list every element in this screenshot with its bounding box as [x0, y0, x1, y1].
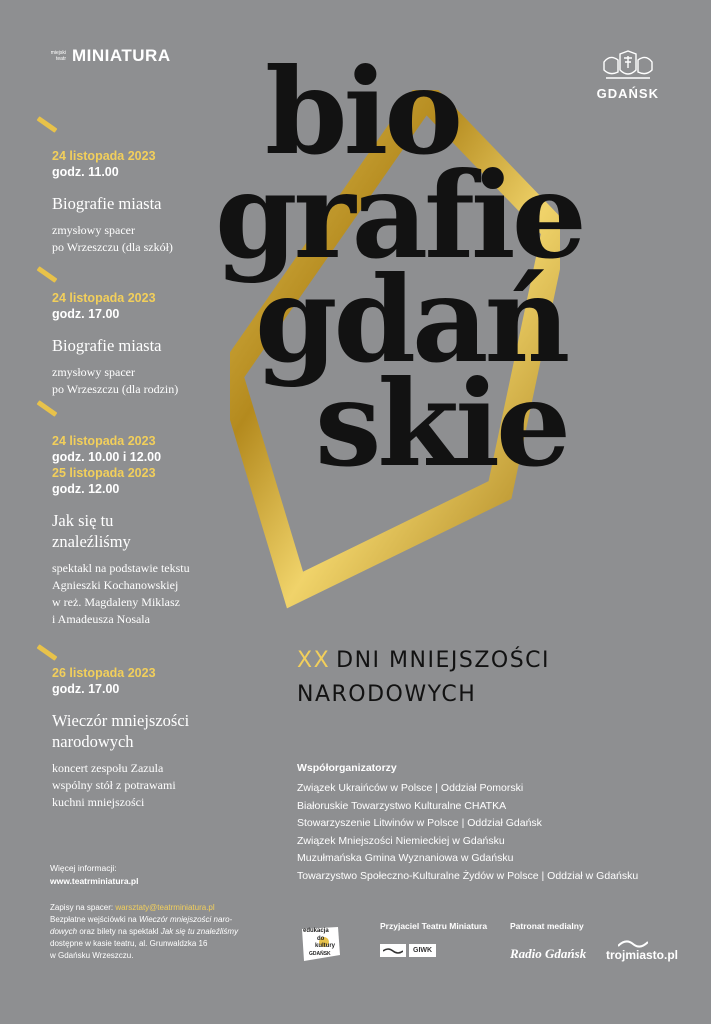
subtitle-line-2: NARODOWYCH — [297, 682, 477, 707]
title-line-3: gdań — [255, 250, 567, 389]
giwk-logo: GIWK — [380, 944, 436, 957]
title-line-4: skie — [315, 354, 568, 493]
signup-email-link[interactable]: warsztaty@teatrminiatura.pl — [115, 903, 215, 912]
event-desc: koncert zespołu Zazula — [52, 761, 164, 775]
event-time: godz. 17.00 — [52, 307, 120, 321]
event-date: 26 listopada 2023 — [52, 666, 156, 680]
event-desc: zmysłowy spacer — [52, 365, 135, 379]
coorganizer-item: Muzułmańska Gmina Wyznaniowa w Gdańsku — [297, 852, 514, 864]
event-title: narodowych — [52, 732, 134, 751]
event-4 — [52, 665, 189, 811]
event-desc: po Wrzeszczu (dla szkół) — [52, 240, 173, 254]
coorganizers-list — [297, 780, 638, 885]
event-date: 24 listopada 2023 — [52, 434, 156, 448]
event-desc: i Amadeusza Nosala — [52, 612, 150, 626]
event-desc: zmysłowy spacer — [52, 223, 135, 237]
subtitle-line-1: XX DNI MNIEJSZOŚCI — [297, 648, 551, 673]
title-line-1: bio — [265, 42, 460, 181]
friends-label: Przyjaciel Teatru Miniatura — [380, 921, 488, 931]
coorganizer-item: Towarzystwo Społeczno-Kulturalne Żydów w Polsce | Oddział w Gdańsku — [297, 869, 639, 882]
trojmiasto-logo: trojmiasto.pl — [606, 938, 678, 962]
logo-main-text: MINIATURA — [72, 46, 171, 65]
event-desc: Agnieszki Kochanowskiej — [52, 578, 179, 592]
event-time: godz. 12.00 — [52, 482, 120, 496]
event-title: Wieczór mniejszości — [52, 711, 190, 730]
event-time: godz. 10.00 i 12.00 — [52, 450, 162, 464]
event-title: Jak się tu — [52, 511, 114, 530]
event-3 — [52, 433, 190, 628]
coorganizers-heading: Współorganizatorzy — [297, 762, 397, 774]
title-line-2: grafie — [215, 146, 583, 285]
slash-decoration — [37, 266, 58, 283]
slash-decoration — [37, 644, 58, 661]
event-desc: wspólny stół z potrawami — [52, 778, 176, 792]
coorganizer-item: Związek Mniejszości Niemieckiej w Gdańsku — [297, 834, 505, 847]
edukacja-do-kultury-logo: edukacja do kultury GDAŃSK — [300, 925, 340, 963]
event-time: godz. 17.00 — [52, 682, 120, 696]
main-title — [215, 42, 695, 493]
signup-info: Zapisy na spacer: warsztaty@teatrminiatura.pl Bezpłatne wejściówki na Wieczór mniejszości naro- dowych oraz bilety na spektakl Jak się tu znaleźliśmy dostępne w kasie teatru, al. Grunwaldzka 16 w Gdańsku Wrzeszczu. — [50, 903, 239, 960]
coorganizer-item: Białoruskie Towarzystwo Kulturalne CHATKA — [297, 799, 507, 812]
event-2 — [52, 290, 178, 398]
coorganizer-item: Stowarzyszenie Litwinów w Polsce | Oddział Gdańsk — [297, 817, 542, 829]
trojmiasto-wave-icon — [618, 938, 648, 948]
event-time: godz. 11.00 — [52, 165, 119, 179]
event-desc: kuchni mniejszości — [52, 795, 145, 809]
radio-gdansk-logo: Radio Gdańsk — [510, 946, 587, 961]
gdansk-label: GDAŃSK — [596, 86, 659, 101]
slash-decoration — [37, 116, 58, 133]
coorganizer-item: Związek Ukraińców w Polsce | Oddział Pomorski — [297, 782, 524, 794]
event-date: 25 listopada 2023 — [52, 466, 156, 480]
media-patron-label: Patronat medialny — [510, 921, 584, 931]
more-info — [50, 862, 138, 888]
event-title: znaleźliśmy — [52, 532, 131, 551]
event-desc: po Wrzeszczu (dla rodzin) — [52, 382, 179, 396]
miniatura-logo — [50, 46, 171, 66]
website-link[interactable]: www.teatrminiatura.pl — [50, 876, 139, 886]
event-desc: w reż. Magdaleny Miklasz — [52, 595, 180, 609]
event-title: Biografie miasta — [52, 194, 162, 213]
event-title: Biografie miasta — [52, 336, 162, 355]
slash-decoration — [37, 400, 58, 417]
event-date: 24 listopada 2023 — [52, 291, 156, 305]
more-info-label: Więcej informacji: — [50, 863, 117, 873]
giwk-mark-icon — [380, 944, 406, 957]
event-date: 24 listopada 2023 — [52, 149, 156, 163]
subtitle-prefix: XX — [297, 648, 331, 673]
logo-small-text: miejski teatr — [50, 50, 66, 62]
event-1 — [52, 148, 173, 256]
event-desc: spektakl na podstawie tekstu — [52, 561, 190, 575]
